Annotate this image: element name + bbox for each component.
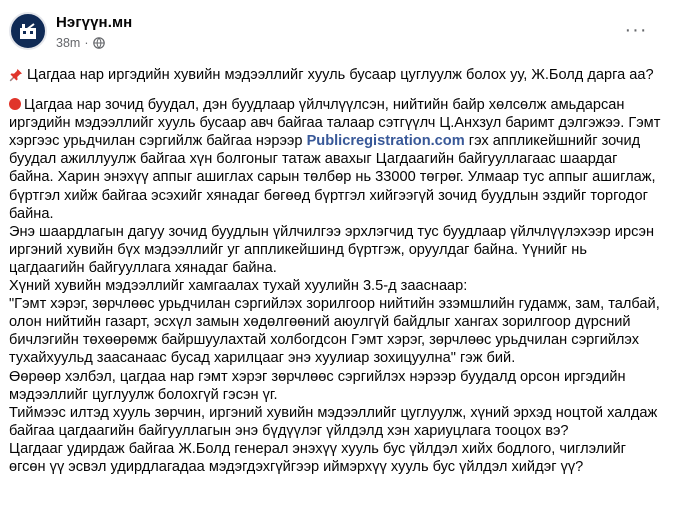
more-dots-icon: ··· xyxy=(624,19,648,41)
post-headline xyxy=(9,66,665,84)
paragraph-1-text-b: гэх аппликейшнийг зочид буудал ажиллуулж байгаа хүн болгоныг татаж авахыг Цагдаагийн байгууллагаас шаардаг байна. Харин энэхүү аппыг ашиглах сарын төлбөр нь 33000 төгрөг. Улмаар тус аппыг ашиглаж, бүртгэл хийж байгаа эсэхийг хянадаг бөгөөд бүртгэл хийгээгүй зочид буудлын эздийг торгодог байна. xyxy=(9,133,656,222)
headline-text: Цагдаа нар иргэдийн хувийн мэдээллийг хууль бусаар цуглуулж болох уу, Ж.Болд дарга аа? xyxy=(27,67,654,83)
pushpin-icon xyxy=(9,66,24,84)
paragraph-1-text-a: Цагдаа нар зочид буудал, дэн буудлаар үйлчлүүлсэн, нийтийн байр хөлсөлж амьдарсан иргэдийн мэдээллийг хууль бусаар авч байгаа талаар сэтгүүлч Ц.Анхзул баримт дэлгэжээ. Гэмт хэргээс урьдчилан сэргийлж байгаа нэрээр xyxy=(9,97,661,150)
paragraph-6: Тиймээс илтэд хууль зөрчин, иргэний хувийн мэдээллийг цуглуулж, хүний эрхэд ноцтой халдаж байгаа цагдаагийн байгууллагын энэ бүдүүлэг үйлдэлд хэн хариуцлага тооцох вэ? xyxy=(9,404,658,439)
paragraph-3: Хүний хувийн мэдээллийг хамгаалах тухай хуулийн 3.5-д зааснаар: xyxy=(9,278,468,295)
red-circle-icon xyxy=(9,98,21,110)
post-body xyxy=(9,66,665,476)
post-timestamp[interactable]: 38m xyxy=(56,36,81,50)
page-logo-icon xyxy=(13,16,43,46)
paragraph-5: Өөрөөр хэлбэл, цагдаа нар гэмт хэрэг зөрчлөөс сэргийлэх нэрээр буудалд орсон иргэдийн мэдээллийг цуглуулж болохгүй гэсэн үг. xyxy=(9,368,626,403)
publicregistration-link[interactable]: Publicregistration.com xyxy=(306,133,465,150)
paragraph-1 xyxy=(9,96,665,223)
more-options-button[interactable] xyxy=(620,18,652,42)
page-name-link[interactable]: Нэгүүн.мн xyxy=(56,14,133,31)
globe-icon xyxy=(93,37,105,49)
post-header xyxy=(0,0,673,64)
meta-separator: · xyxy=(84,36,89,50)
paragraph-4: "Гэмт хэрэг, зөрчлөөс урьдчилан сэргийлэх зорилгоор нийтийн эзэмшлийн гудамж, зам, талбай, олон нийтийн газарт, эсхүл замын хөдөлгөөний аюулгүй байдлыг хангах зорилгоор дүрсний бичлэгийн төхөөрөмж байршуулахтай холбогдсон Гэмт хэрэг, зөрчлөөс урьдчилан сэргийлэх тухайхуульд заасанаас бусад харилцааг энэ хуулиар зохицуулна" гэж бий. xyxy=(9,296,660,367)
post-meta xyxy=(56,36,105,50)
page-avatar[interactable] xyxy=(9,12,47,50)
paragraph-2: Энэ шаардлагын дагуу зочид буудлын үйлчилгээ эрхлэгчид тус буудлаар үйлчлүүлэхээр ирсэн иргэний хувийн бүх мэдээллийг уг аппликейшинд бүртгэж, оруулдаг байна. Үүнийг нь цагдаагийн байгууллага хянадаг байна. xyxy=(9,223,655,276)
paragraph-7: Цагдааг удирдаж байгаа Ж.Болд генерал энэхүү хууль бус үйлдэл хийх бодлого, чиглэлийг өгсөн үү эсвэл удирдлагадаа мэдэгдэхгүйгээр иймэрхүү хууль бус үйлдэл хийдэг үү? xyxy=(9,440,626,475)
